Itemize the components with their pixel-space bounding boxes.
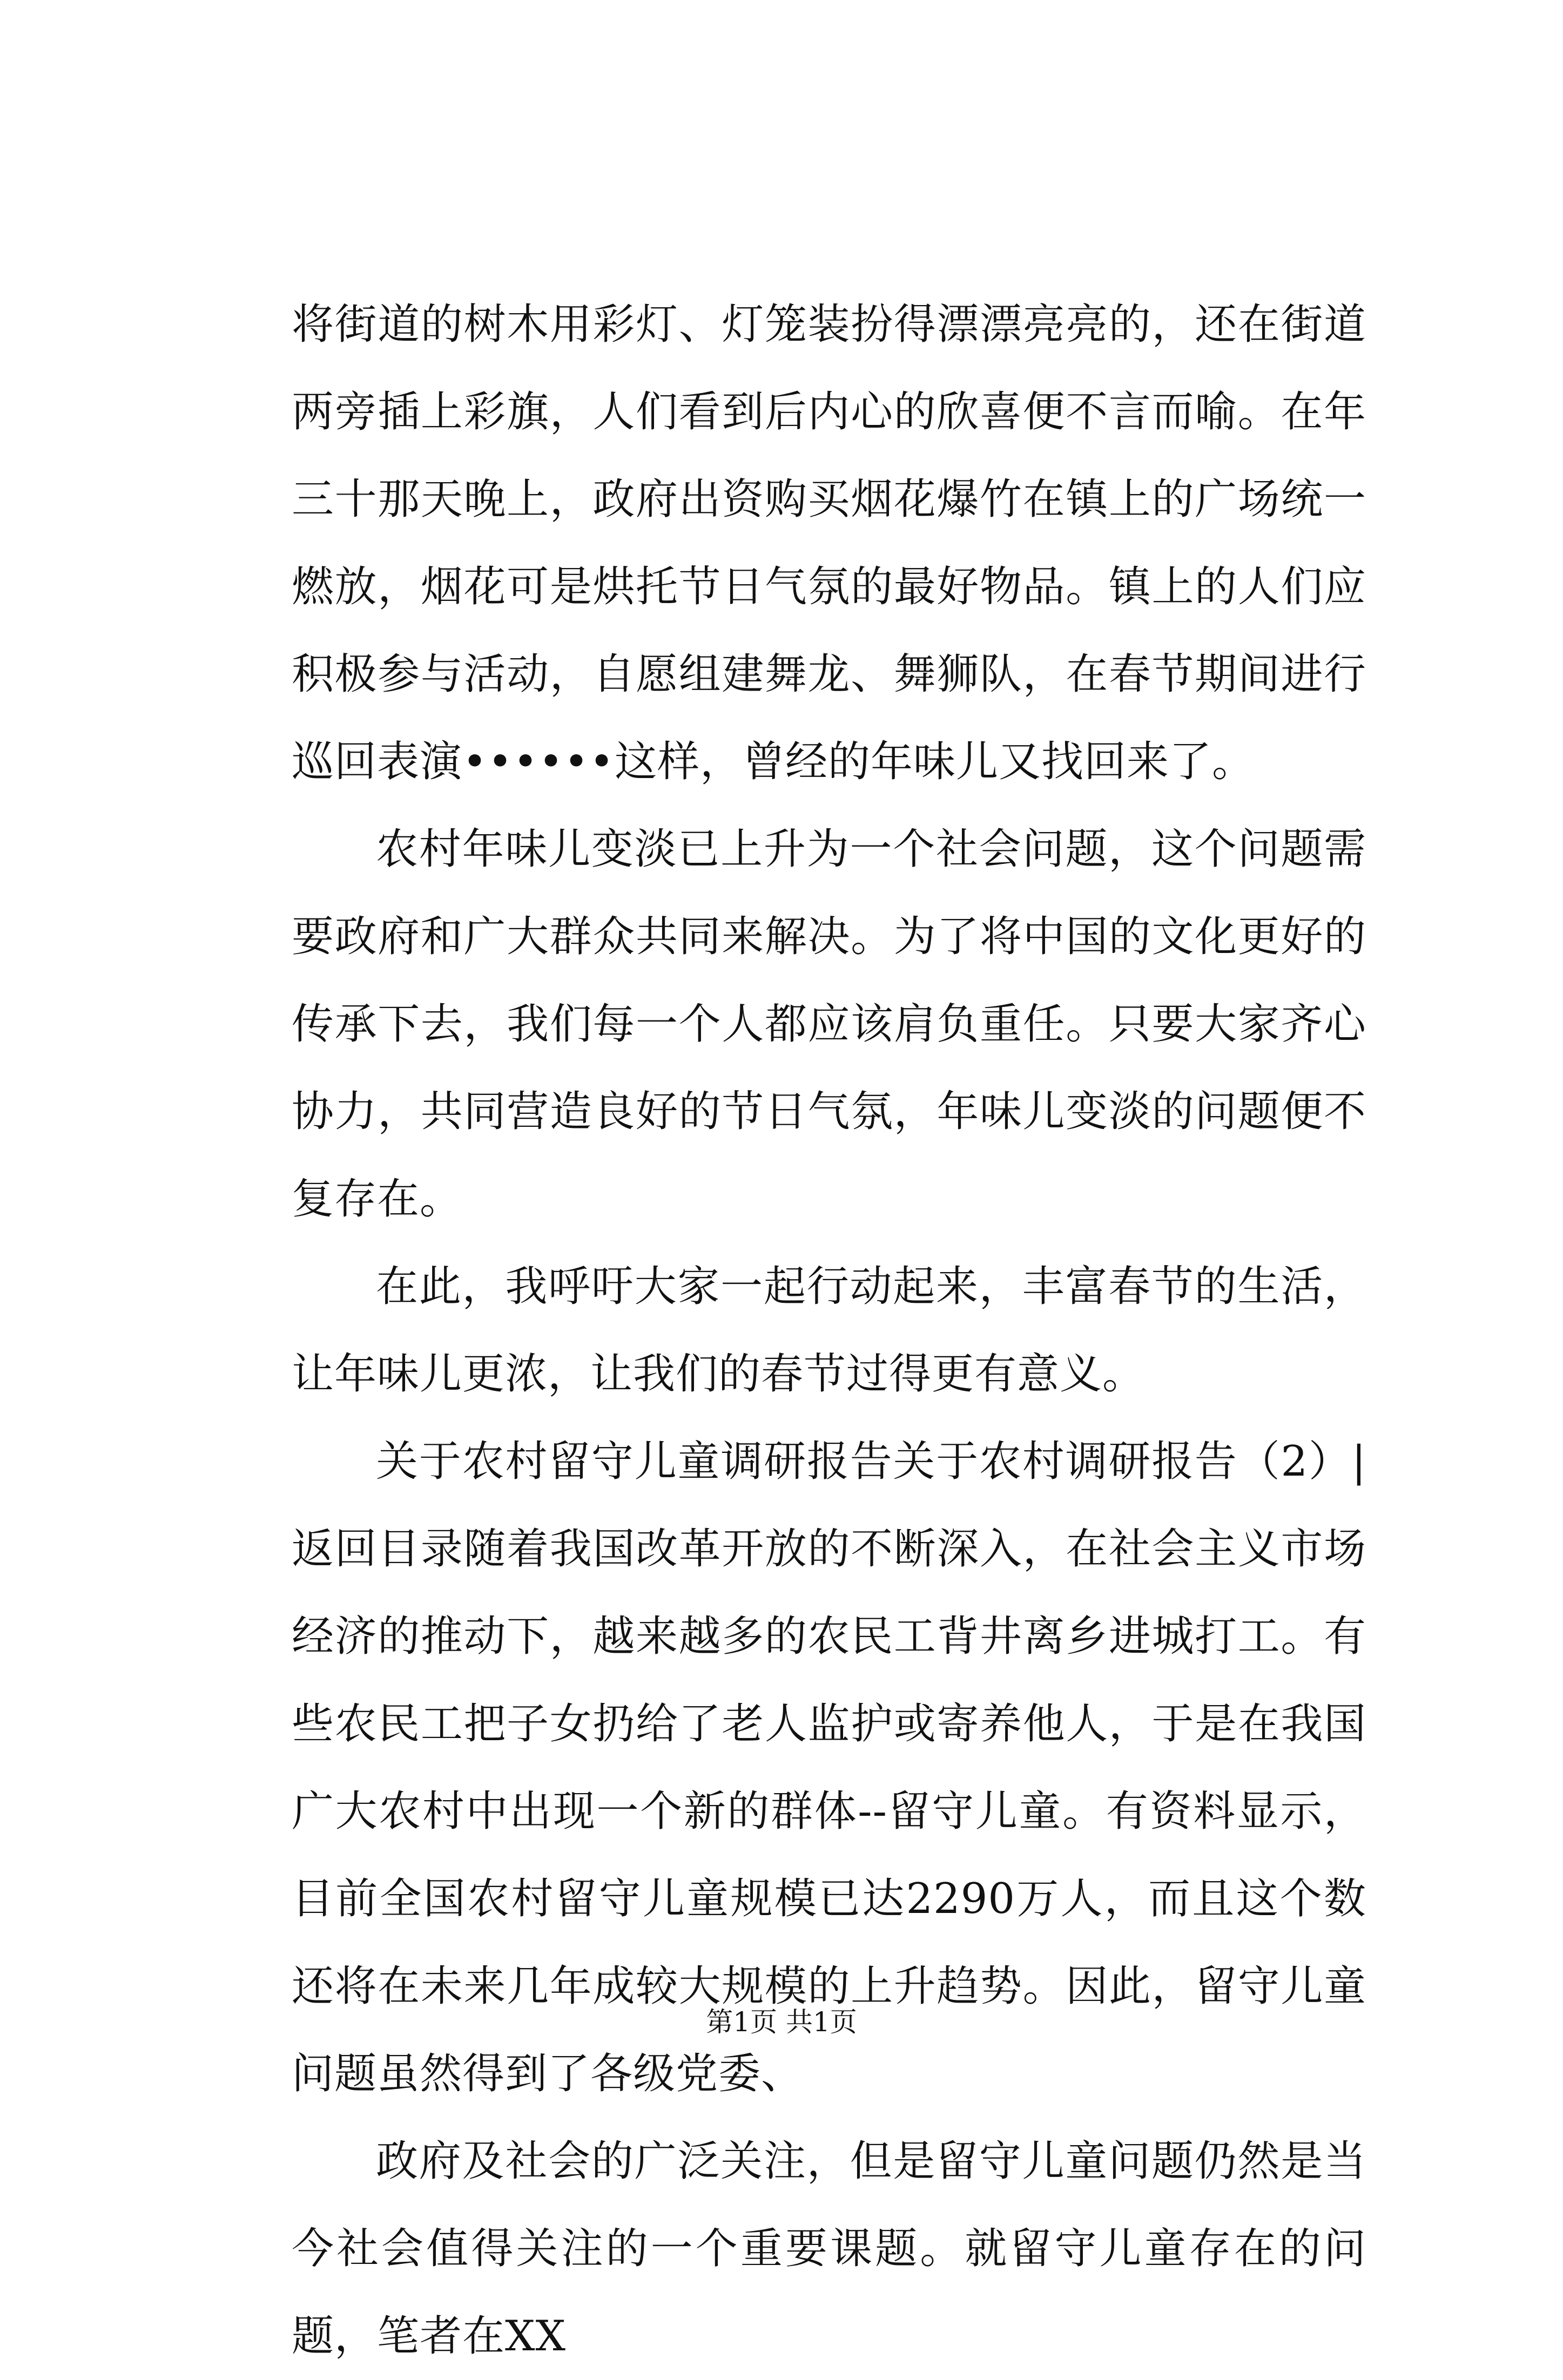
- page-number-footer: 第1页 共1页: [706, 2006, 857, 2038]
- paragraph-continuation: 将街道的树木用彩灯、灯笼装扮得漂漂亮亮的，还在街道两旁插上彩旗，人们看到后内心的欣喜便不言而喻。在年三十那天晚上，政府出资购买烟花爆竹在镇上的广场统一燃放，烟花可是烘托节日气氛的最好物品。镇上的人们应积极参与活动，自愿组建舞龙、舞狮队，在春节期间进行巡回表演••••••这样，曾经的年味儿又找回来了。: [292, 300, 1366, 786]
- document-body: [292, 281, 1366, 2380]
- paragraph: 在此，我呼吁大家一起行动起来，丰富春节的生活，让年味儿更浓，让我们的春节过得更有意义。: [292, 1262, 1366, 1398]
- paragraph: 政府及社会的广泛关注，但是留守儿童问题仍然是当今社会值得关注的一个重要课题。就留守儿童存在的问题，笔者在XX: [292, 2137, 1366, 2361]
- paragraph: 关于农村留守儿童调研报告关于农村调研报告（2）|返回目录随着我国改革开放的不断深入，在社会主义市场经济的推动下，越来越多的农民工背井离乡进城打工。有些农民工把子女扔给了老人监护或寄养他人，于是在我国广大农村中出现一个新的群体--留守儿童。有资料显示，目前全国农村留守儿童规模已达2290万人，而且这个数还将在未来几年成较大规模的上升趋势。因此，留守儿童问题虽然得到了各级党委、: [292, 1437, 1366, 2098]
- paragraph: 农村年味儿变淡已上升为一个社会问题，这个问题需要政府和广大群众共同来解决。为了将中国的文化更好的传承下去，我们每一个人都应该肩负重任。只要大家齐心协力，共同营造良好的节日气氛，年味儿变淡的问题便不复存在。: [292, 825, 1366, 1223]
